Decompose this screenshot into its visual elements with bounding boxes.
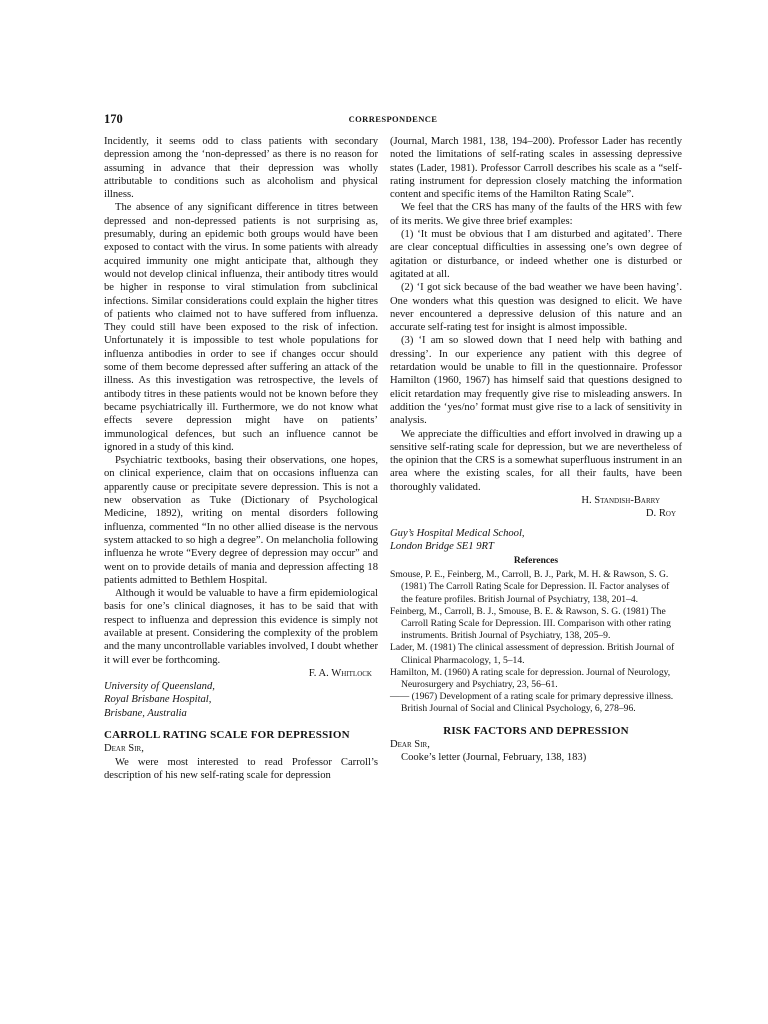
affiliation-line: University of Queensland, (104, 681, 215, 693)
reference-item: Smouse, P. E., Feinberg, M., Carroll, B. J., Park, M. H. & Rawson, S. G. (1981) The Carroll Rating Scale for Depression. II. Factor analyses of the feature profiles. British Journal of Psychiatry, 138, 201–4. (390, 569, 670, 605)
affiliation-line: Royal Brisbane Hospital, (104, 694, 212, 706)
page-header (104, 112, 682, 128)
body-paragraph: Psychiatric textbooks, basing their observations, one hopes, on clinical experience, claim that on occasions influenza can apparently cause or precipitate severe depression. This is not a new observation as Tuke (Dictionary of Psychological Medicine, 1892), writing on mental disorders following influenza, commented “In no other allied disease is the nervous system attacked to so high a degree”. On melancholia following influenza he wrote “Every degree of depression may occur” and went on to provide details of mania and depression affecting 18 patients admitted to Bethlem Hospital. (104, 455, 378, 586)
body-paragraph: (Journal, March 1981, 138, 194–200). Professor Lader has recently noted the limitations of self-rating scales in assessing depressive states (Lader, 1981). Professor Carroll describes his scale as a “self-rating instrument for depression closely matching the information content and specific items of the Hamilton Rating Scale”. (390, 136, 682, 201)
body-paragraph: (3) ‘I am so slowed down that I need help with bathing and dressing’. In our experience any patient with this degree of retardation would be unable to fill in the questionnaire. Professor Hamilton (1960, 1967) has himself said that questions designed to elicit retardation may frequently give rise to misleading answers. In addition the ‘yes/no’ format must give rise to a lack of sensitivity in analysis. (390, 335, 682, 427)
body-paragraph: (1) ‘It must be obvious that I am disturbed and agitated’. There are clear conceptual difficulties in assessing one’s own degree of agitation or disturbance, or indeed whether one is disturbed or agitated at all. (390, 229, 682, 280)
body-paragraph: We appreciate the difficulties and effort involved in drawing up a sensitive self-rating scale for depression, but we are nevertheless of the opinion that the CRS is a somewhat superfluous instrument in an area where the existing scales, for all their faults, have been thoroughly validated. (390, 428, 682, 493)
left-column (104, 135, 378, 782)
author-signature: D. Roy (645, 508, 676, 520)
affiliation-line: Brisbane, Australia (104, 707, 187, 719)
salutation: Dear Sir, (104, 743, 144, 755)
reference-item: —— (1967) Development of a rating scale for primary depressive illness. British Journal of Social and Clinical Psychology, 6, 278–96. (390, 691, 674, 715)
right-column (390, 135, 682, 765)
body-paragraph: We were most interested to read Professor Carroll’s description of his new self-rating scale for depression (104, 756, 378, 781)
affiliation-line: London Bridge SE1 9RT (390, 540, 494, 552)
salutation: Dear Sir, (390, 738, 430, 750)
body-paragraph: (2) ‘I got sick because of the bad weather we have been having’. One wonders what this question was designed to elicit. We have never encountered a depressive delusion of this nature and an accurate self-rating test for insight is almost impossible. (390, 282, 682, 334)
letter-title: CARROLL RATING SCALE FOR DEPRESSION (104, 729, 350, 742)
running-head: CORRESPONDENCE (348, 114, 438, 124)
reference-item: Hamilton, M. (1960) A rating scale for depression. Journal of Neurology, Neurosurgery and Psychiatry, 23, 56–61. (390, 666, 671, 691)
references-heading: References (513, 556, 559, 567)
body-paragraph: We feel that the CRS has many of the faults of the HRS with few of its merits. We give three brief examples: (390, 202, 682, 227)
letter-title: RISK FACTORS AND DEPRESSION (443, 724, 629, 737)
affiliation-line: Guy’s Hospital Medical School, (390, 527, 525, 539)
body-paragraph: Incidently, it seems odd to class patients with secondary depression among the ‘non-depressed’ as there is no reason for assuming in advance that their depression was wholly attributable to conditions such as alcoholism and physical illness. (104, 136, 378, 201)
author-signature: F. A. Whitlock (308, 667, 372, 679)
reference-item: Feinberg, M., Carroll, B. J., Smouse, B. E. & Rawson, S. G. (1981) The Carroll Rating Scale for Depression. III. Comparison with other rating instruments. British Journal of Psychiatry, 138, 205–9. (390, 605, 671, 642)
body-paragraph: The absence of any significant difference in titres between depressed and non-depressed patients is not surprising as, presumably, during an epidemic both groups would have been exposed to contact with the virus. In some patients with already acquired immunity one might anticipate that, although they would not develop clinical influenza, their antibody titres would be higher in response to viral stimulation from subclinical infections. Similar considerations could explain the higher titres of patients who claimed not to have suffered from influenza. They could still have been exposed to the risk of infection. Unfortunately it is impossible to test whole populations for influenza antibodies in order to see if changes occur should some of them become depressed after suffering an attack of the illness. As this investigation was retrospective, the levels of antibody titres in these patients would not be known before they became psychiatrically ill. Furthermore, we do not know what effects severe depression might have on patients’ immunological defences, but such an influence cannot be ignored in a study of this kind. (104, 202, 378, 453)
body-paragraph: Although it would be valuable to have a firm epidemiological basis for one’s clinical diagnoses, it has to be said that with respect to influenza and depression this evidence is simply not available at present. Considering the complexity of the problem and the many uncontrollable variables involved, I doubt whether it will ever be forthcoming. (104, 588, 378, 666)
body-paragraph: Cooke’s letter (Journal, February, 138, 183) (401, 752, 587, 764)
reference-item: Lader, M. (1981) The clinical assessment of depression. British Journal of Clinical Pharmacology, 1, 5–14. (390, 642, 675, 666)
author-signature: H. Standish-Barry (581, 495, 660, 507)
page-number: 170 (104, 112, 123, 126)
